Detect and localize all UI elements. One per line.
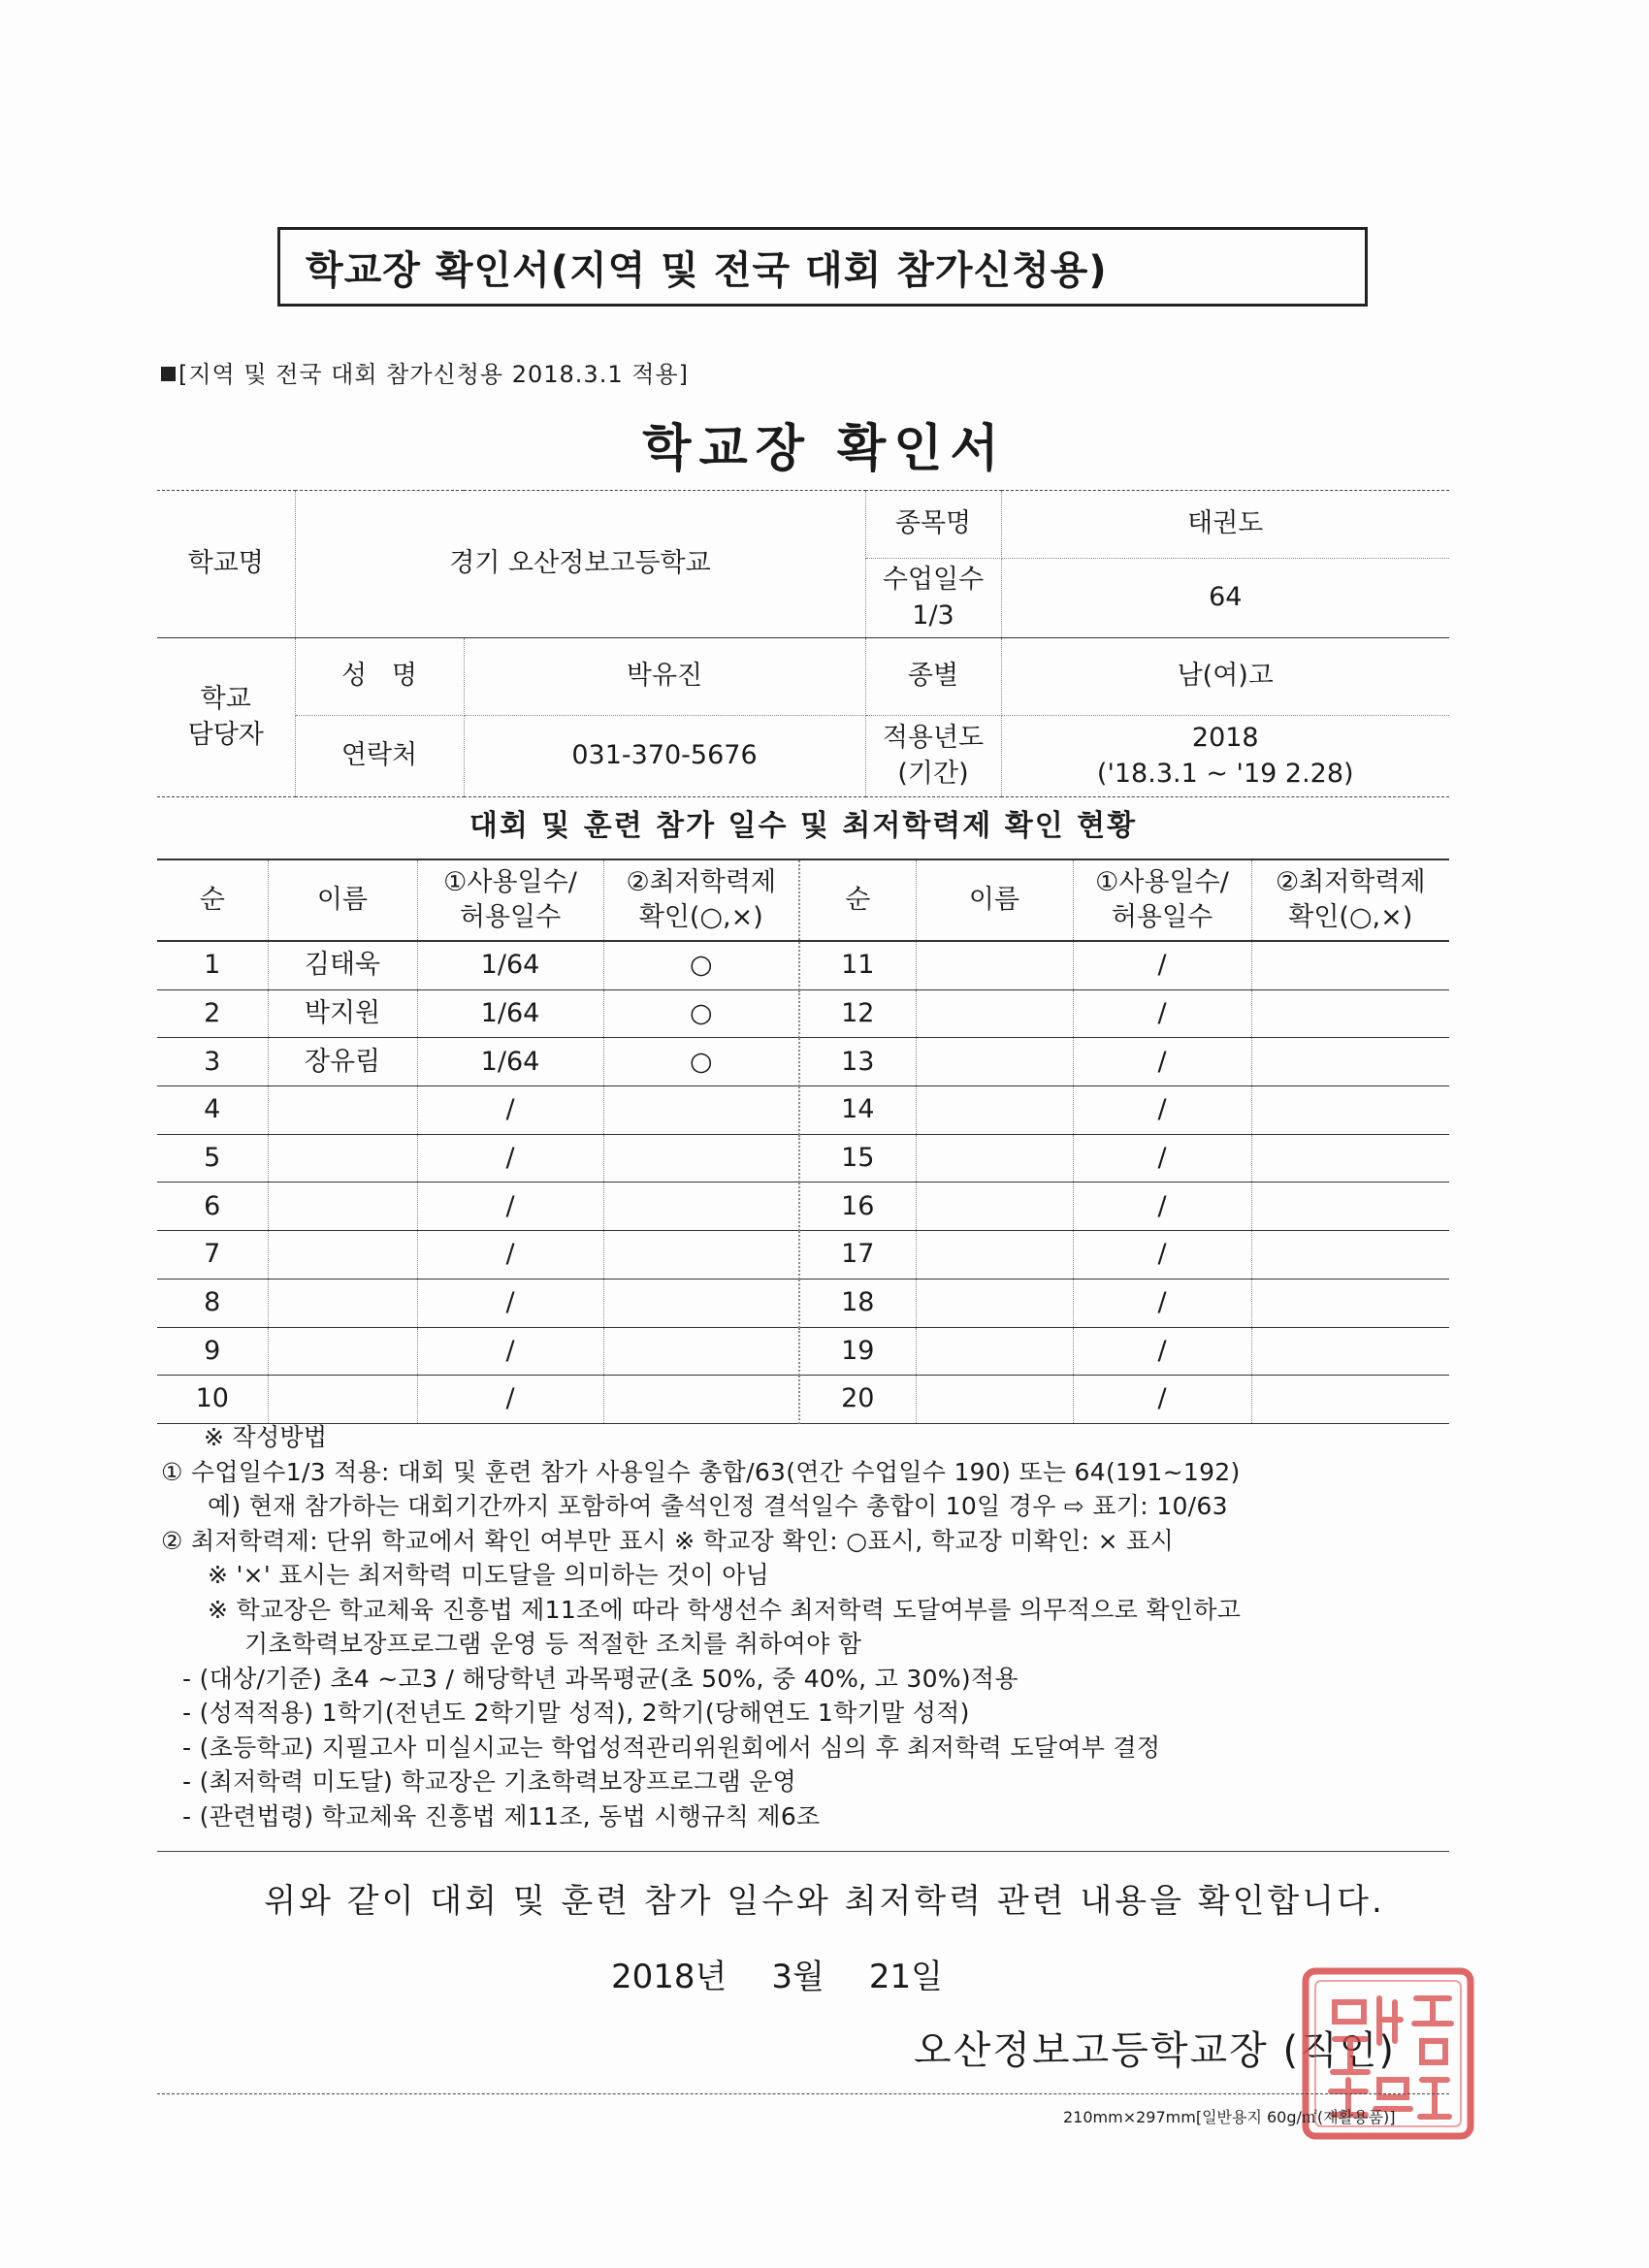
event-value: 태권도 [1001,491,1449,559]
record-days: / [417,1231,603,1280]
record-name [916,941,1073,989]
record-days: / [1073,1183,1251,1231]
record-check [1251,1038,1449,1086]
detail-2: - (성적적용) 1학기(전년도 2학기말 성적), 2학기(당해연도 1학기말 성적) [182,1699,970,1727]
record-days: / [417,1086,603,1135]
bottom-divider [157,2093,1449,2094]
record-no: 18 [799,1279,916,1327]
type-label: 종별 [865,638,1001,716]
record-check [603,1086,799,1135]
record-name [268,1327,417,1376]
table-row [157,989,1449,1038]
record-days: 1/64 [417,941,603,989]
header-check: ②최저학력제 확인(○,×) [1251,859,1449,941]
record-no: 17 [799,1231,916,1280]
header-check: ②최저학력제 확인(○,×) [603,859,799,941]
record-days: / [1073,1231,1251,1280]
record-name: 박지원 [268,989,417,1038]
record-check [603,1183,799,1231]
record-no: 20 [799,1376,916,1424]
record-days: 1/64 [417,989,603,1038]
year-value: 2018 ('18.3.1 ~ '19 2.28) [1001,716,1449,797]
detail-3: - (초등학교) 지필고사 미실시교는 학업성적관리위원회에서 심의 후 최저학력 도달여부 결정 [182,1733,1161,1762]
record-days: / [1073,989,1251,1038]
table-row [157,1134,1449,1183]
record-no: 15 [799,1134,916,1183]
record-check: ○ [603,941,799,989]
record-no: 10 [157,1376,268,1424]
record-no: 1 [157,941,268,989]
record-name [916,1327,1073,1376]
record-name [268,1376,417,1424]
note-4-cont: 기초학력보장프로그램 운영 등 적절한 조치를 취하여야 함 [244,1630,862,1658]
table-row [157,1231,1449,1280]
record-no: 2 [157,989,268,1038]
detail-5: - (관련법령) 학교체육 진흥법 제11조, 동법 시행규칙 제6조 [182,1801,821,1831]
record-check [1251,1327,1449,1376]
instructions-heading: ※ 작성방법 [204,1423,328,1451]
divider [157,1851,1449,1852]
record-name [916,1279,1073,1327]
header-used-days: ①사용일수/ 허용일수 [417,859,603,941]
record-no: 5 [157,1134,268,1183]
manager-name-label: 성 명 [295,638,464,716]
document-title-box [277,227,1368,307]
record-name [916,1376,1073,1424]
record-days: / [417,1327,603,1376]
school-name-label: 학교명 [157,491,295,638]
year-label: 적용년도 (기간) [865,716,1001,797]
record-name [268,1134,417,1183]
record-no: 6 [157,1183,268,1231]
record-check [603,1231,799,1280]
school-days-label: 수업일수 1/3 [865,559,1001,638]
issue-date [611,1950,943,1997]
record-days: / [1073,1279,1251,1327]
record-days: / [417,1279,603,1327]
main-title: 학교장 확인서 [642,420,1007,478]
table-row [157,941,1449,989]
applicable-note-text: [지역 및 전국 대회 참가신청용 2018.3.1 적용] [178,361,689,388]
paper-spec: 210mm×297mm[일반용지 60g/㎡(재활용품)] [1063,2108,1396,2126]
school-days-value: 64 [1001,559,1449,638]
table-row [157,1086,1449,1135]
confirmation-statement: 위와 같이 대회 및 훈련 참가 일수와 최저학력 관련 내용을 확인합니다. [264,1882,1385,1921]
record-days: / [1073,1327,1251,1376]
record-check [1251,989,1449,1038]
issue-day: 21일 [868,1958,943,1996]
record-days: 1/64 [417,1038,603,1086]
record-name [268,1183,417,1231]
manager-label: 학교 담당자 [157,638,295,797]
record-days: / [417,1183,603,1231]
record-no: 9 [157,1327,268,1376]
record-check [1251,1279,1449,1327]
record-check [1251,941,1449,989]
record-no: 16 [799,1183,916,1231]
contact-value: 031-370-5676 [464,716,865,797]
record-name: 장유림 [268,1038,417,1086]
record-no: 3 [157,1038,268,1086]
record-name [268,1086,417,1135]
record-name [916,1183,1073,1231]
records-section-title: 대회 및 훈련 참가 일수 및 최저학력제 확인 현황 [469,809,1138,843]
record-no: 4 [157,1086,268,1135]
record-check [603,1279,799,1327]
record-days: / [417,1376,603,1424]
record-name [916,1086,1073,1135]
school-name-value: 경기 오산정보고등학교 [295,491,865,638]
header-used-days: ①사용일수/ 허용일수 [1073,859,1251,941]
record-name [916,1134,1073,1183]
record-check [603,1327,799,1376]
record-days: / [1073,1086,1251,1135]
record-no: 12 [799,989,916,1038]
note-1-cont: 예) 현재 참가하는 대회기간까지 포함하여 출석인정 결석일수 총합이 10일 경우 ⇨ 표기: 10/63 [208,1492,1228,1520]
record-no: 7 [157,1231,268,1280]
table-row [157,1376,1449,1424]
instructions [161,1420,1461,1833]
table-row [157,1183,1449,1231]
record-days: / [1073,1038,1251,1086]
detail-1: - (대상/기준) 초4 ~고3 / 해당학년 과목평균(초 50%, 중 40%, 고 30%)적용 [182,1664,1018,1693]
record-days: / [1073,1134,1251,1183]
record-check [1251,1231,1449,1280]
detail-4: - (최저학력 미도달) 학교장은 기초학력보장프로그램 운영 [182,1767,797,1796]
note-1: ① 수업일수1/3 적용: 대회 및 훈련 참가 사용일수 총합/63(연간 수업일수 190) 또는 64(191~192) [161,1457,1241,1486]
record-check [603,1376,799,1424]
principal-signature: 오산정보고등학교장 (직인) [914,2028,1396,2073]
header-name: 이름 [268,859,417,941]
header-no: 순 [799,859,916,941]
event-label: 종목명 [865,491,1001,559]
record-no: 14 [799,1086,916,1135]
record-name [916,1038,1073,1086]
record-no: 11 [799,941,916,989]
record-days: / [1073,1376,1251,1424]
record-name [268,1279,417,1327]
records-header-row [157,859,1449,941]
issue-year: 2018년 [611,1958,728,1996]
records-table [157,859,1449,1424]
table-row [157,1327,1449,1376]
black-square-icon [161,367,176,381]
record-check [1251,1086,1449,1135]
note-3: ※ '×' 표시는 최저학력 미도달을 의미하는 것이 아님 [208,1561,770,1589]
record-check [1251,1183,1449,1231]
record-no: 19 [799,1327,916,1376]
header-no: 순 [157,859,268,941]
record-check: ○ [603,989,799,1038]
record-days: / [417,1134,603,1183]
record-name: 김태욱 [268,941,417,989]
table-row [157,1038,1449,1086]
type-value: 남(여)고 [1001,638,1449,716]
record-check [603,1134,799,1183]
note-2: ② 최저학력제: 단위 학교에서 확인 여부만 표시 ※ 학교장 확인: ○표시, 학교장 미확인: × 표시 [161,1526,1175,1555]
note-4: ※ 학교장은 학교체육 진흥법 제11조에 따라 학생선수 최저학력 도달여부를 의무적으로 확인하고 [208,1595,1242,1624]
table-row [157,1279,1449,1327]
record-check [1251,1376,1449,1424]
record-check: ○ [603,1038,799,1086]
contact-label: 연락처 [295,716,464,797]
issue-month: 3월 [771,1958,824,1996]
document-title: 학교장 확인서(지역 및 전국 대회 참가신청용) [306,247,1108,293]
record-no: 13 [799,1038,916,1086]
school-info-table [157,490,1449,797]
record-days: / [1073,941,1251,989]
record-name [916,989,1073,1038]
record-name [268,1231,417,1280]
manager-name-value: 박유진 [464,638,865,716]
record-no: 8 [157,1279,268,1327]
record-name [916,1231,1073,1280]
header-name: 이름 [916,859,1073,941]
applicable-note [161,355,689,389]
record-check [1251,1134,1449,1183]
